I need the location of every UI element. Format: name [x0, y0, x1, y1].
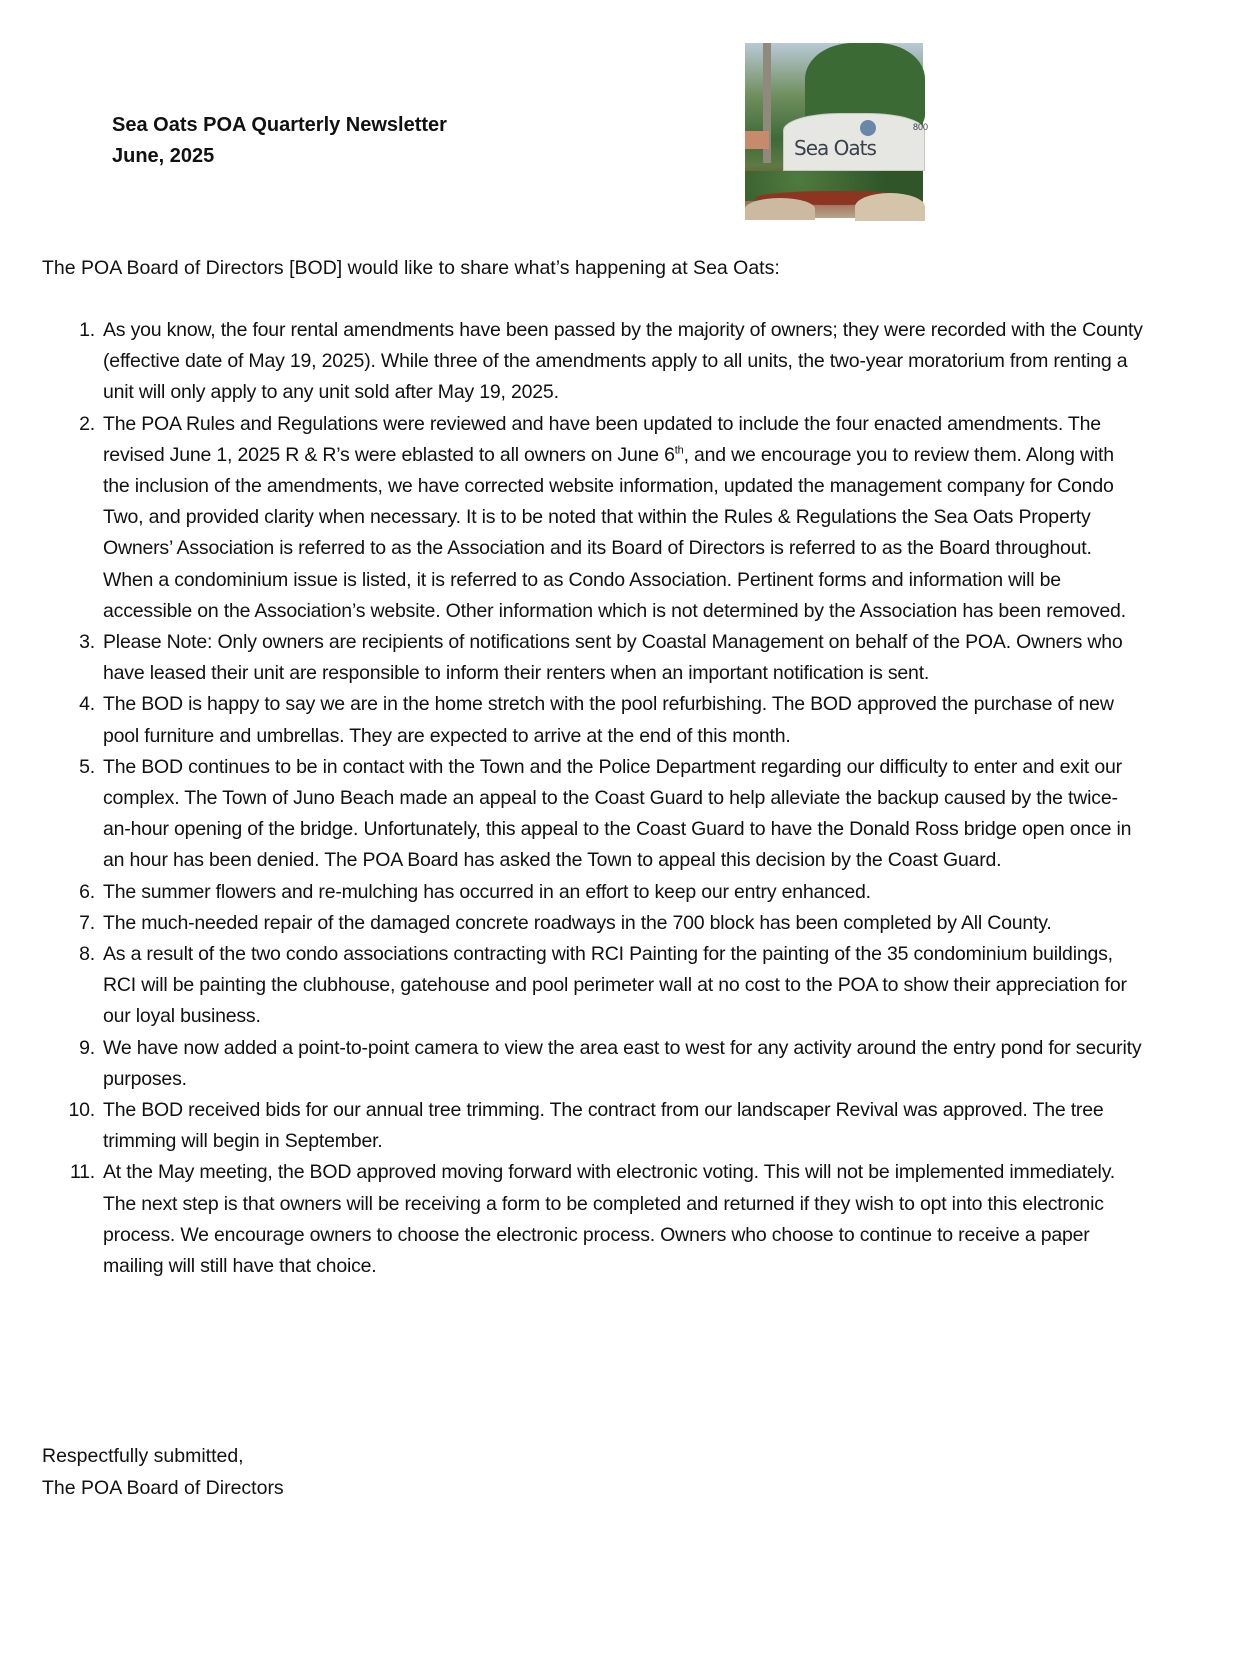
item-text: The BOD received bids for our annual tree trimming. The contract from our landscaper Revival was approved. The tree trimming will begin in September.: [103, 1099, 1104, 1153]
item-text: , and we encourage you to review them. Along with the inclusion of the amendments, we have corrected website information, updated the management company for Condo Two, and provided clarity when necessary. It is to be noted that within the Rules & Regulations the Sea Oats Property Owners’ Association is referred to as the Association and its Board of Directors is referred to as the Board throughout. When a condominium issue is listed, it is referred to as Condo Association. Pertinent forms and information will be accessible on the Association’s website. Other information which is not determined by the Association has been removed.: [103, 443, 1126, 622]
news-items-list: [68, 315, 1143, 1282]
item-number: 3.: [79, 631, 95, 654]
item-text: The summer flowers and re-mulching has occurred in an effort to keep our entry enhanced.: [103, 880, 871, 903]
item-number: 5.: [79, 755, 95, 778]
rock: [745, 198, 815, 220]
sign-text: Sea Oats: [794, 136, 876, 160]
item-text: The BOD continues to be in contact with the Town and the Police Department regarding our difficulty to enter and exit our complex. The Town of Juno Beach made an appeal to the Coast Guard to help alleviate the backup caused by the twice-an-hour opening of the bridge. Unfortunately, this appeal to the Coast Guard to have the Donald Ross bridge open once in an hour has been denied. The POA Board has asked the Town to appeal this decision by the Coast Guard.: [103, 755, 1132, 872]
item-text: The BOD is happy to say we are in the home stretch with the pool refurbishing. The BOD approved the purchase of new pool furniture and umbrellas. They are expected to arrive at the end of this month.: [103, 693, 1114, 747]
closing: [42, 1440, 284, 1504]
item-text: As a result of the two condo associations contracting with RCI Painting for the painting of the 35 condominium buildings, RCI will be painting the clubhouse, gatehouse and pool perimeter wall at no cost to the POA to show their appreciation for our loyal business.: [103, 943, 1127, 1028]
item-number: 7.: [79, 911, 95, 934]
list-item: [79, 315, 1143, 409]
item-text: Please Note: Only owners are recipients of notifications sent by Coastal Management on behalf of the POA. Owners who have leased their unit are responsible to inform their renters when an important notification is sent.: [103, 631, 1123, 685]
roof: [745, 131, 769, 149]
signature-line: The POA Board of Directors: [42, 1477, 284, 1499]
closing-line: Respectfully submitted,: [42, 1445, 244, 1467]
ordinal-suffix: th: [674, 444, 684, 457]
list-item: [79, 1033, 1143, 1095]
seal-icon: [860, 120, 876, 136]
item-text: At the May meeting, the BOD approved moving forward with electronic voting. This will not be implemented immediately. The next step is that owners will be receiving a form to be completed and returned if they wish to opt into this electronic process. We encourage owners to choose the electronic process. Owners who choose to continue to receive a paper mailing will still have that choice.: [103, 1161, 1116, 1278]
item-number: 4.: [79, 693, 95, 716]
list-item: [79, 627, 1143, 689]
item-number: 6.: [79, 880, 95, 903]
rock: [855, 193, 925, 221]
list-item: [79, 877, 1143, 908]
list-item: [79, 409, 1143, 627]
entrance-sign: [783, 113, 929, 171]
item-text: We have now added a point-to-point camera to view the area east to west for any activity around the entry pond for security purposes.: [103, 1036, 1142, 1090]
list-item: [79, 908, 1143, 939]
sign-number: 800: [913, 122, 929, 132]
newsletter-date: June, 2025: [112, 145, 215, 167]
newsletter-title: Sea Oats POA Quarterly Newsletter: [112, 114, 447, 136]
item-text: The POA Rules and Regulations were reviewed and have been updated to include the four enacted amendments. The revised June 1, 2025 R & R’s were eblasted to all owners on June 6: [103, 412, 1101, 466]
intro-paragraph: The POA Board of Directors [BOD] would like to share what’s happening at Sea Oats:: [42, 257, 780, 279]
item-number: 11.: [69, 1161, 95, 1184]
list-item: [79, 689, 1143, 751]
list-item: [79, 939, 1143, 1033]
item-text: As you know, the four rental amendments have been passed by the majority of owners; they were recorded with the County (effective date of May 19, 2025). While three of the amendments apply to all units, the two-year moratorium from renting a unit will only apply to any unit sold after May 19, 2025.: [103, 319, 1143, 404]
list-item: [69, 1157, 1143, 1282]
item-text: The much-needed repair of the damaged concrete roadways in the 700 block has been completed by All County.: [103, 911, 1052, 934]
item-number: 9.: [79, 1036, 95, 1059]
item-number: 8.: [79, 943, 95, 966]
sea-oats-entrance-photo: [745, 43, 929, 218]
item-number: 2.: [79, 412, 95, 435]
newsletter-header: [112, 110, 447, 172]
item-number: 1.: [79, 319, 95, 341]
list-item: [68, 1095, 1143, 1157]
item-number: 10.: [68, 1099, 95, 1122]
list-item: [79, 752, 1143, 877]
